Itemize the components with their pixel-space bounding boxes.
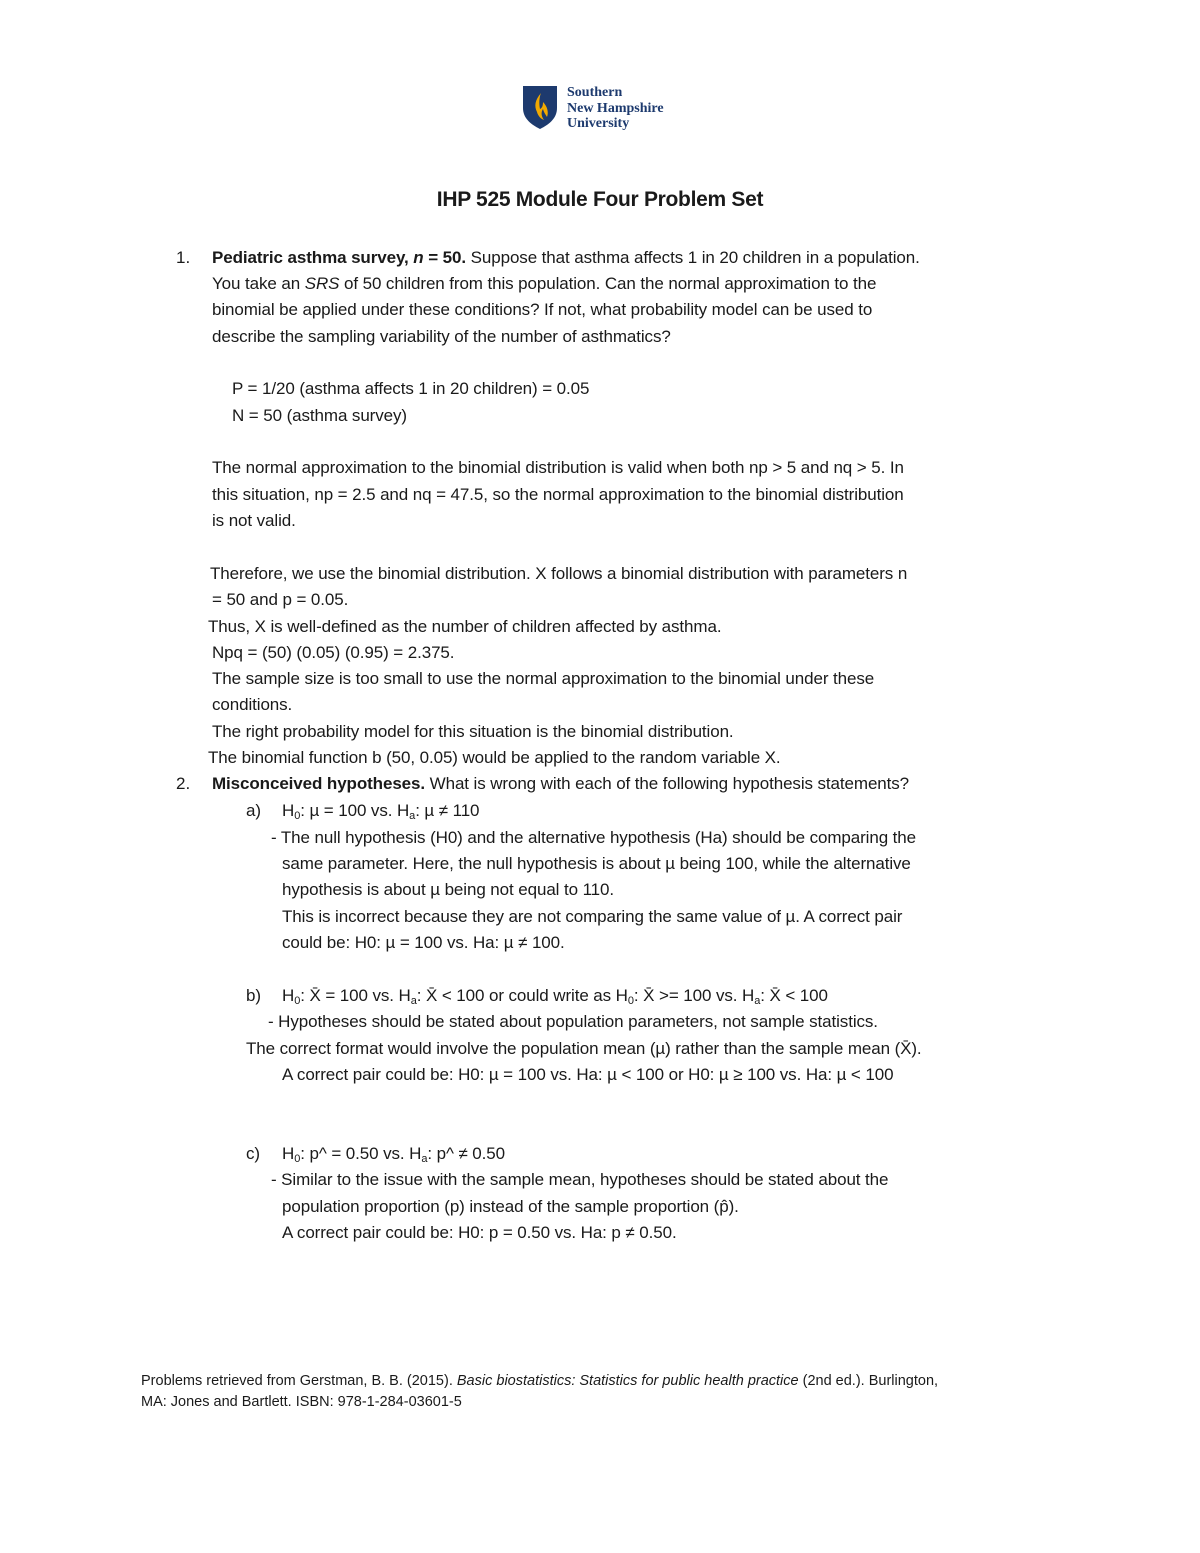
answer-line: The normal approximation to the binomial distribution is valid when both np > 5 and nq > 5. In — [212, 458, 904, 477]
answer-line: P = 1/20 (asthma affects 1 in 20 children) = 0.05 — [232, 379, 590, 398]
hypothesis-fragment: : X̄ < 100 or could write as H — [416, 986, 628, 1005]
answer-line: Therefore, we use the binomial distribution. X follows a binomial distribution with parameters n — [210, 564, 908, 583]
answer-line: The right probability model for this situation is the binomial distribution. — [212, 722, 734, 741]
citation-book-title: Basic biostatistics: Statistics for public health practice — [456, 1373, 799, 1389]
h-symbol: H — [282, 986, 295, 1005]
part-c-label: c) — [246, 1144, 260, 1163]
part-a-answer-line: hypothesis is about µ being not equal to 110. — [282, 880, 614, 899]
prompt-fragment: of 50 children from this population. Can the normal approximation to the — [339, 274, 877, 293]
question-2-prompt — [212, 773, 909, 795]
hypothesis-fragment: : µ ≠ 110 — [415, 801, 480, 820]
hypothesis-fragment: : X̄ < 100 — [760, 986, 828, 1005]
part-b-hypotheses — [282, 985, 828, 1007]
answer-line: conditions. — [212, 695, 293, 714]
hypothesis-fragment: : p^ = 0.50 vs. H — [300, 1144, 422, 1163]
answer-line: Thus, X is well-defined as the number of children affected by asthma. — [208, 617, 722, 636]
hypothesis-fragment: : X̄ >= 100 vs. H — [633, 986, 755, 1005]
h-symbol: H — [282, 1144, 295, 1163]
hypothesis-fragment: : p^ ≠ 0.50 — [427, 1144, 505, 1163]
hypothesis-fragment: : X̄ = 100 vs. H — [300, 986, 411, 1005]
citation-fragment: Problems retrieved from Gerstman, B. B. (2015). — [141, 1373, 457, 1389]
subscript: a — [409, 810, 416, 822]
subscript: 0 — [294, 995, 301, 1007]
citation-line-2: MA: Jones and Bartlett. ISBN: 978-1-284-03601-5 — [141, 1394, 462, 1410]
part-b-answer-line: A correct pair could be: H0: µ = 100 vs. Ha: µ < 100 or H0: µ ≥ 100 vs. Ha: µ < 100 — [282, 1065, 894, 1084]
part-a-hypotheses — [282, 800, 479, 822]
question-1-heading: Pediatric asthma survey, — [212, 248, 414, 267]
question-2-heading: Misconceived hypotheses. — [212, 774, 426, 793]
part-a-label: a) — [246, 801, 261, 820]
logo-line-2: New Hampshire — [567, 100, 664, 116]
answer-line: N = 50 (asthma survey) — [232, 406, 407, 425]
citation-fragment: (2nd ed.). Burlington, — [798, 1373, 939, 1389]
question-2-prompt-text: What is wrong with each of the following hypothesis statements? — [425, 774, 910, 793]
question-2-number: 2. — [176, 774, 191, 793]
subscript: a — [754, 995, 761, 1007]
subscript: 0 — [294, 810, 301, 822]
part-b-label: b) — [246, 986, 261, 1005]
h-symbol: H — [282, 801, 295, 820]
subscript: 0 — [294, 1153, 301, 1165]
part-c-answer-line: A correct pair could be: H0: p = 0.50 vs. Ha: p ≠ 0.50. — [282, 1223, 677, 1242]
subscript: 0 — [627, 995, 634, 1007]
answer-line: this situation, np = 2.5 and nq = 47.5, so the normal approximation to the binomial distribution — [212, 485, 904, 504]
answer-line: = 50 and p = 0.05. — [212, 590, 349, 609]
answer-line: is not valid. — [212, 511, 296, 530]
question-1-heading-tail: = 50. — [423, 248, 467, 267]
university-logo — [522, 84, 692, 134]
logo-line-3: University — [567, 116, 630, 131]
page-title: IHP 525 Module Four Problem Set — [436, 188, 764, 211]
part-b-answer-line: The correct format would involve the population mean (µ) rather than the sample mean (X̄). — [246, 1039, 922, 1058]
answer-line: The sample size is too small to use the normal approximation to the binomial under these — [212, 669, 875, 688]
question-1-number: 1. — [176, 248, 191, 267]
citation-footer — [141, 1371, 938, 1413]
logo-line-1: Southern — [567, 85, 623, 100]
part-a-answer-line: could be: H0: µ = 100 vs. Ha: µ ≠ 100. — [282, 933, 565, 952]
subscript: a — [410, 995, 417, 1007]
question-1-prompt-line-2 — [212, 273, 876, 295]
shield-icon — [522, 84, 558, 130]
hypothesis-fragment: : µ = 100 vs. H — [300, 801, 410, 820]
part-a-answer-line: This is incorrect because they are not comparing the same value of µ. A correct pair — [282, 907, 903, 926]
citation-line-1 — [141, 1371, 938, 1392]
prompt-fragment: You take an — [212, 274, 305, 293]
answer-line: Npq = (50) (0.05) (0.95) = 2.375. — [212, 643, 455, 662]
question-1-n-symbol: n — [413, 248, 424, 267]
part-a-answer-line: same parameter. Here, the null hypothesis is about µ being 100, while the alternative — [282, 854, 911, 873]
answer-line: The binomial function b (50, 0.05) would be applied to the random variable X. — [208, 748, 781, 767]
subscript: a — [421, 1153, 428, 1165]
part-c-answer-line: population proportion (p) instead of the sample proportion (p̂). — [282, 1197, 739, 1216]
part-c-answer-line: - Similar to the issue with the sample mean, hypotheses should be stated about the — [271, 1170, 889, 1189]
part-b-answer-line: - Hypotheses should be stated about population parameters, not sample statistics. — [268, 1012, 878, 1031]
srs-abbreviation: SRS — [304, 274, 340, 293]
question-1-prompt-line-1 — [212, 247, 920, 269]
question-1-prompt-line-4: describe the sampling variability of the number of asthmatics? — [212, 327, 671, 346]
part-c-hypotheses — [282, 1143, 505, 1165]
question-1-prompt-text: Suppose that asthma affects 1 in 20 children in a population. — [466, 248, 920, 267]
question-1-prompt-line-3: binomial be applied under these conditions? If not, what probability model can be used to — [212, 300, 873, 319]
part-a-answer-line: - The null hypothesis (H0) and the alternative hypothesis (Ha) should be comparing the — [271, 828, 917, 847]
